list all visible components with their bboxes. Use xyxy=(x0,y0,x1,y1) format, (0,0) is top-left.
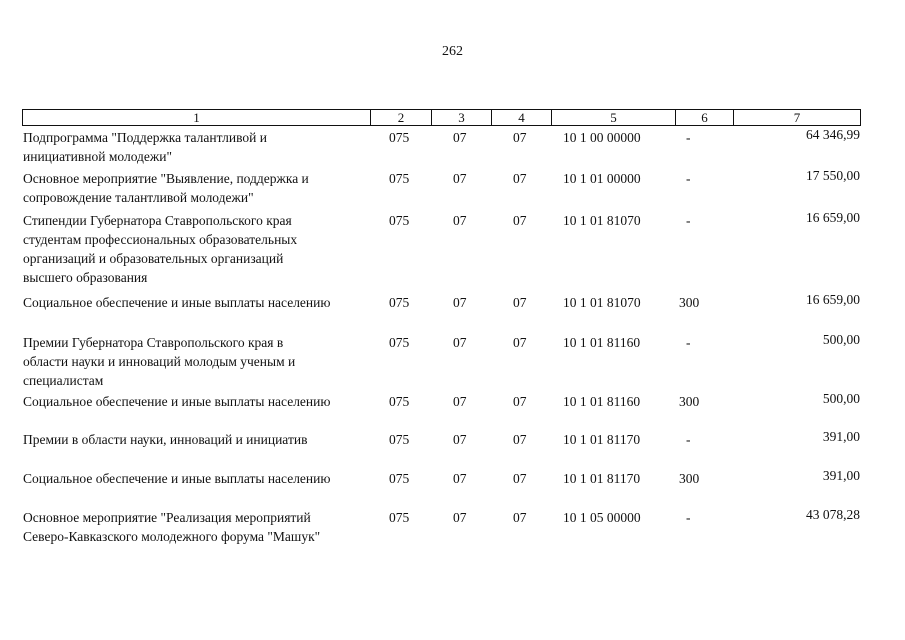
row-target-article: 10 1 05 00000 xyxy=(563,510,641,525)
row-section-code: 07 xyxy=(453,510,467,525)
row-subsection-code: 07 xyxy=(513,295,527,310)
row-expense-type: - xyxy=(686,130,691,145)
row-expense-type: - xyxy=(686,171,691,186)
row-target-article: 10 1 01 81070 xyxy=(563,213,641,228)
row-name xyxy=(23,469,373,488)
row-name-line: Социальное обеспечение и иные выплаты населению xyxy=(23,394,331,409)
row-subsection-code: 07 xyxy=(513,471,527,486)
row-amount: 43 078,28 xyxy=(806,507,860,522)
row-amount: 500,00 xyxy=(822,332,860,347)
row-name-line: высшего образования xyxy=(23,270,148,285)
column-header-1: 1 xyxy=(23,110,371,126)
row-ministry-code: 075 xyxy=(389,432,410,447)
row-target-article: 10 1 00 00000 xyxy=(563,130,641,145)
row-target-article: 10 1 01 81160 xyxy=(563,394,641,409)
row-amount: 64 346,99 xyxy=(806,127,860,142)
row-name-line: Северо-Кавказского молодежного форума "Машук" xyxy=(23,529,321,544)
row-name-line: Подпрограмма "Поддержка талантливой и xyxy=(23,130,268,145)
row-name-line: Премии в области науки, инноваций и инициатив xyxy=(23,432,308,447)
row-name xyxy=(23,169,373,207)
row-name xyxy=(23,211,373,287)
row-amount: 391,00 xyxy=(822,468,860,483)
row-subsection-code: 07 xyxy=(513,394,527,409)
row-ministry-code: 075 xyxy=(389,335,410,350)
column-header-7: 7 xyxy=(734,110,861,126)
row-ministry-code: 075 xyxy=(389,394,410,409)
row-name-line: инициативной молодежи" xyxy=(23,149,172,164)
row-name-line: студентам профессиональных образовательных xyxy=(23,232,298,247)
row-name xyxy=(23,333,373,390)
row-subsection-code: 07 xyxy=(513,130,527,145)
row-subsection-code: 07 xyxy=(513,510,527,525)
row-name-line: Социальное обеспечение и иные выплаты населению xyxy=(23,471,331,486)
row-amount: 391,00 xyxy=(822,429,860,444)
row-name-line: Премии Губернатора Ставропольского края в xyxy=(23,335,284,350)
column-header-table xyxy=(22,109,861,126)
row-name-line: области науки и инноваций молодым ученым и xyxy=(23,354,296,369)
row-name xyxy=(23,392,373,411)
row-ministry-code: 075 xyxy=(389,130,410,145)
row-amount: 16 659,00 xyxy=(806,292,860,307)
row-name xyxy=(23,128,373,166)
row-name-line: Стипендии Губернатора Ставропольского края xyxy=(23,213,292,228)
row-subsection-code: 07 xyxy=(513,432,527,447)
row-name xyxy=(23,508,373,546)
row-section-code: 07 xyxy=(453,394,467,409)
row-section-code: 07 xyxy=(453,130,467,145)
row-section-code: 07 xyxy=(453,295,467,310)
row-name xyxy=(23,430,373,449)
row-name xyxy=(23,293,373,312)
column-header-3: 3 xyxy=(432,110,492,126)
row-amount: 16 659,00 xyxy=(806,210,860,225)
row-target-article: 10 1 01 00000 xyxy=(563,171,641,186)
column-header-row xyxy=(23,110,861,126)
row-section-code: 07 xyxy=(453,171,467,186)
column-header-4: 4 xyxy=(492,110,552,126)
column-header-6: 6 xyxy=(676,110,734,126)
row-target-article: 10 1 01 81170 xyxy=(563,432,641,447)
row-section-code: 07 xyxy=(453,432,467,447)
row-section-code: 07 xyxy=(453,213,467,228)
row-ministry-code: 075 xyxy=(389,471,410,486)
row-ministry-code: 075 xyxy=(389,171,410,186)
row-expense-type: 300 xyxy=(679,471,700,486)
row-ministry-code: 075 xyxy=(389,295,410,310)
row-subsection-code: 07 xyxy=(513,171,527,186)
row-amount: 500,00 xyxy=(822,391,860,406)
row-subsection-code: 07 xyxy=(513,335,527,350)
column-header-5: 5 xyxy=(552,110,676,126)
row-ministry-code: 075 xyxy=(389,213,410,228)
row-name-line: организаций и образовательных организаций xyxy=(23,251,284,266)
row-target-article: 10 1 01 81170 xyxy=(563,471,641,486)
row-subsection-code: 07 xyxy=(513,213,527,228)
page-number: 262 xyxy=(442,44,463,59)
row-name-line: специалистам xyxy=(23,373,104,388)
column-header-2: 2 xyxy=(371,110,432,126)
row-expense-type: - xyxy=(686,432,691,447)
row-name-line: Основное мероприятие "Выявление, поддержка и xyxy=(23,171,309,186)
row-expense-type: - xyxy=(686,213,691,228)
row-expense-type: 300 xyxy=(679,295,700,310)
row-name-line: Социальное обеспечение и иные выплаты населению xyxy=(23,295,331,310)
row-expense-type: 300 xyxy=(679,394,700,409)
row-expense-type: - xyxy=(686,335,691,350)
row-expense-type: - xyxy=(686,510,691,525)
row-name-line: сопровождение талантливой молодежи" xyxy=(23,190,254,205)
row-target-article: 10 1 01 81070 xyxy=(563,295,641,310)
row-name-line: Основное мероприятие "Реализация мероприятий xyxy=(23,510,311,525)
row-target-article: 10 1 01 81160 xyxy=(563,335,641,350)
row-section-code: 07 xyxy=(453,335,467,350)
row-amount: 17 550,00 xyxy=(806,168,860,183)
row-ministry-code: 075 xyxy=(389,510,410,525)
row-section-code: 07 xyxy=(453,471,467,486)
